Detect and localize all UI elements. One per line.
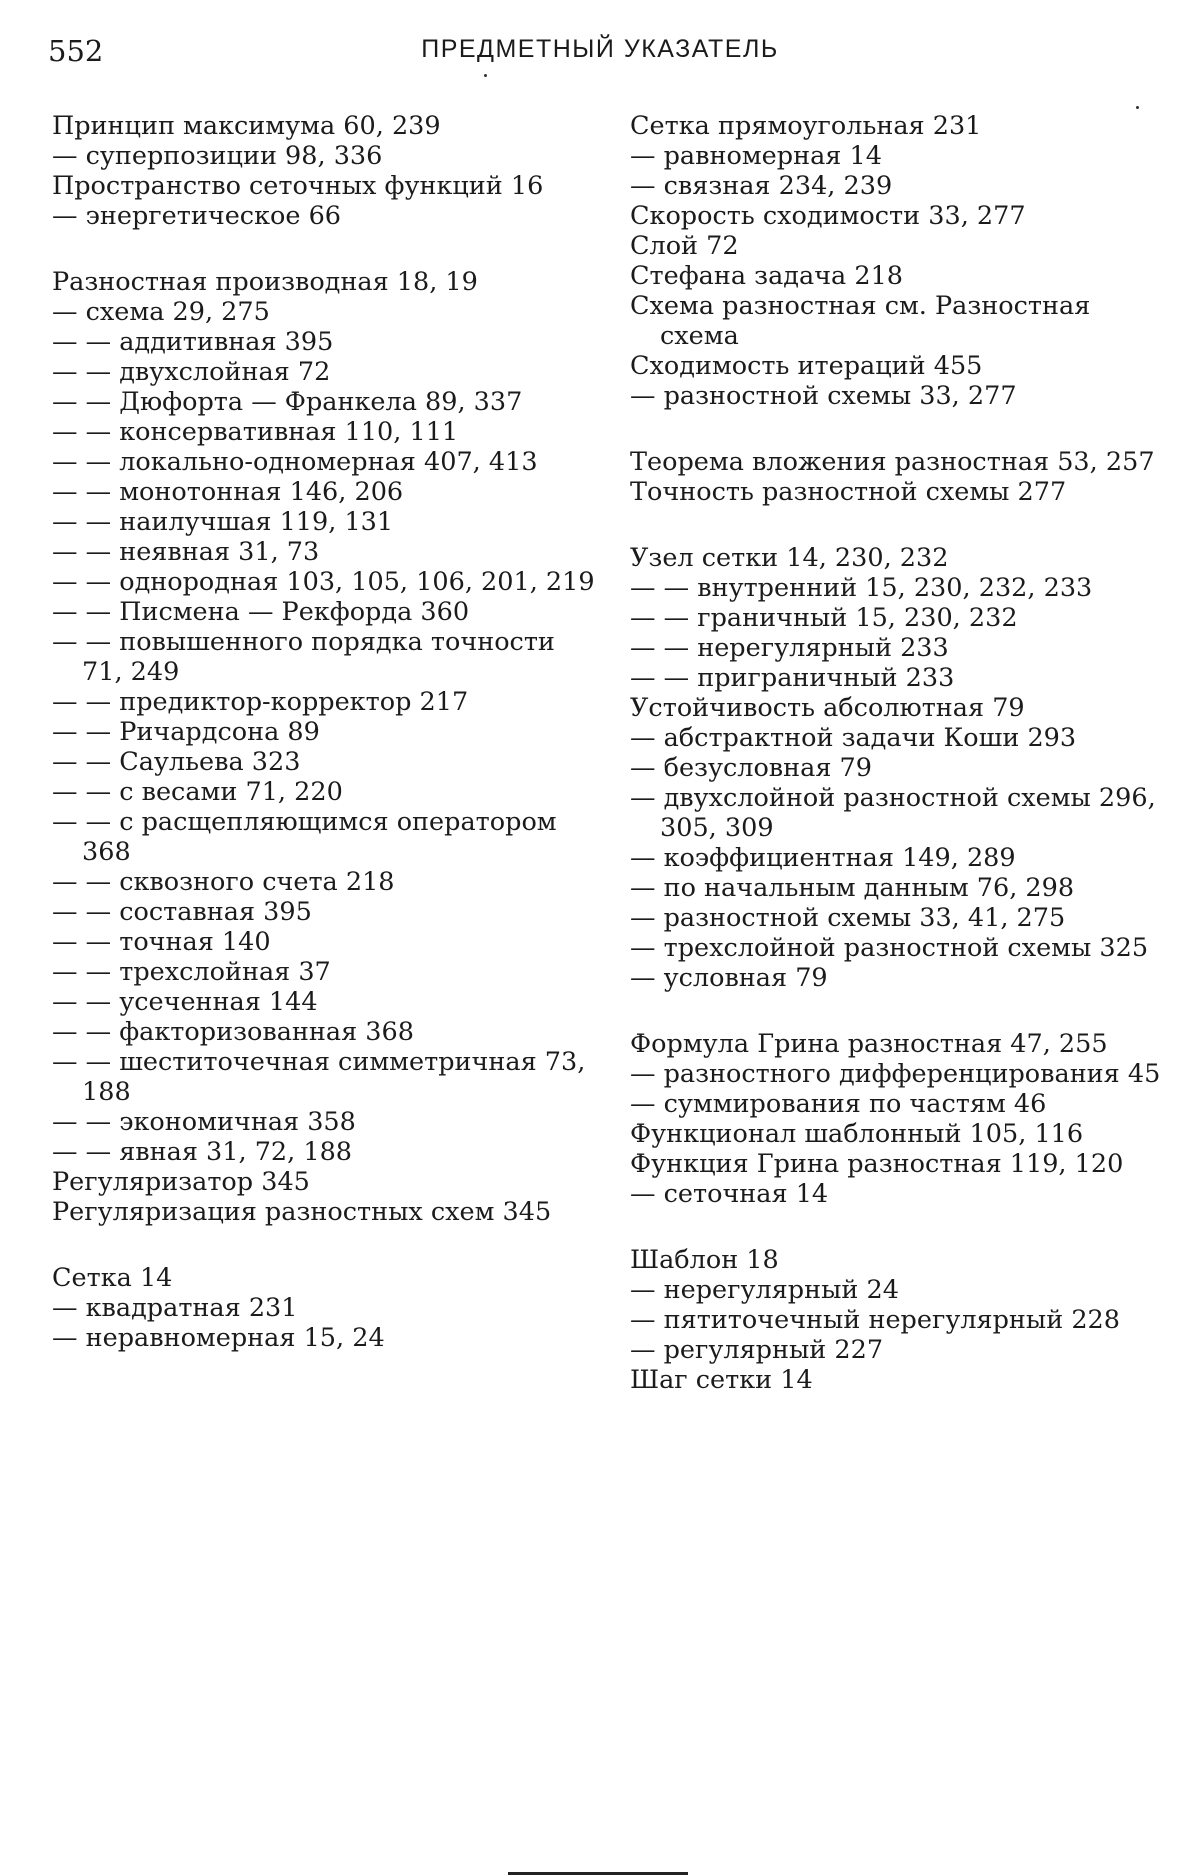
index-entry: Регуляризация разностных схем 345 <box>52 1197 597 1227</box>
index-entry: — — приграничный 233 <box>630 663 1170 693</box>
section-gap <box>52 231 597 267</box>
index-entry: — — однородная 103, 105, 106, 201, 219 <box>52 567 597 597</box>
index-entry: — — факторизованная 368 <box>52 1017 597 1047</box>
index-entry: — связная 234, 239 <box>630 171 1170 201</box>
index-entry: Точность разностной схемы 277 <box>630 477 1170 507</box>
index-entry: — — внутренний 15, 230, 232, 233 <box>630 573 1170 603</box>
index-entry: Узел сетки 14, 230, 232 <box>630 543 1170 573</box>
index-entry: — — локально-одномерная 407, 413 <box>52 447 597 477</box>
index-entry: — суммирования по частям 46 <box>630 1089 1170 1119</box>
index-entry: — — граничный 15, 230, 232 <box>630 603 1170 633</box>
index-entry: — — Дюфорта — Франкела 89, 337 <box>52 387 597 417</box>
index-entry: — — сквозного счета 218 <box>52 867 597 897</box>
print-speck <box>1136 106 1139 109</box>
index-entry: Шаблон 18 <box>630 1245 1170 1275</box>
index-entry: — — наилучшая 119, 131 <box>52 507 597 537</box>
index-entry: — пятиточечный нерегулярный 228 <box>630 1305 1170 1335</box>
index-entry: — — Ричардсона 89 <box>52 717 597 747</box>
index-entry: — — точная 140 <box>52 927 597 957</box>
index-entry: Слой 72 <box>630 231 1170 261</box>
index-entry: — — Саульева 323 <box>52 747 597 777</box>
index-entry: Функция Грина разностная 119, 120 <box>630 1149 1170 1179</box>
index-entry: — двухслойной разностной схемы 296, 305, 309 <box>630 783 1170 843</box>
index-entry: — по начальным данным 76, 298 <box>630 873 1170 903</box>
index-entry: — суперпозиции 98, 336 <box>52 141 597 171</box>
index-entry: — — с расщепляющимся оператором 368 <box>52 807 597 867</box>
section-gap <box>630 1209 1170 1245</box>
index-entry: — нерегулярный 24 <box>630 1275 1170 1305</box>
index-entry: — абстрактной задачи Коши 293 <box>630 723 1170 753</box>
index-entry: Теорема вложения разностная 53, 257 <box>630 447 1170 477</box>
index-entry: — — экономичная 358 <box>52 1107 597 1137</box>
index-entry: — коэффициентная 149, 289 <box>630 843 1170 873</box>
index-entry: — — консервативная 110, 111 <box>52 417 597 447</box>
running-title: ПРЕДМЕТНЫЙ УКАЗАТЕЛЬ <box>0 35 1200 64</box>
index-entry: — энергетическое 66 <box>52 201 597 231</box>
index-entry: — квадратная 231 <box>52 1293 597 1323</box>
index-entry: — — с весами 71, 220 <box>52 777 597 807</box>
index-entry: Пространство сеточных функций 16 <box>52 171 597 201</box>
index-entry: — — двухслойная 72 <box>52 357 597 387</box>
index-entry: Функционал шаблонный 105, 116 <box>630 1119 1170 1149</box>
section-gap <box>52 1227 597 1263</box>
index-entry: — — нерегулярный 233 <box>630 633 1170 663</box>
index-entry: — — явная 31, 72, 188 <box>52 1137 597 1167</box>
index-entry: — — неявная 31, 73 <box>52 537 597 567</box>
section-gap <box>630 507 1170 543</box>
index-entry: — — усеченная 144 <box>52 987 597 1017</box>
index-entry: Сходимость итераций 455 <box>630 351 1170 381</box>
index-entry: — равномерная 14 <box>630 141 1170 171</box>
index-entry: Устойчивость абсолютная 79 <box>630 693 1170 723</box>
index-entry: — сеточная 14 <box>630 1179 1170 1209</box>
print-speck <box>484 74 487 77</box>
index-entry: Сетка 14 <box>52 1263 597 1293</box>
index-entry: — трехслойной разностной схемы 325 <box>630 933 1170 963</box>
index-entry: Разностная производная 18, 19 <box>52 267 597 297</box>
index-column-right <box>630 111 1170 1395</box>
section-gap <box>630 411 1170 447</box>
index-entry: — — повышенного порядка точности 71, 249 <box>52 627 597 687</box>
index-entry: — условная 79 <box>630 963 1170 993</box>
index-entry: Шаг сетки 14 <box>630 1365 1170 1395</box>
index-entry: Стефана задача 218 <box>630 261 1170 291</box>
index-entry: — — монотонная 146, 206 <box>52 477 597 507</box>
index-entry: — — трехслойная 37 <box>52 957 597 987</box>
index-entry: — — Писмена — Рекфорда 360 <box>52 597 597 627</box>
index-entry: — регулярный 227 <box>630 1335 1170 1365</box>
index-entry: — безусловная 79 <box>630 753 1170 783</box>
index-entry: — разностного дифференцирования 45 <box>630 1059 1170 1089</box>
index-entry: Сетка прямоугольная 231 <box>630 111 1170 141</box>
index-entry: Скорость сходимости 33, 277 <box>630 201 1170 231</box>
index-entry: — неравномерная 15, 24 <box>52 1323 597 1353</box>
index-entry: — — аддитивная 395 <box>52 327 597 357</box>
index-entry: Формула Грина разностная 47, 255 <box>630 1029 1170 1059</box>
index-entry: Регуляризатор 345 <box>52 1167 597 1197</box>
index-entry: — — составная 395 <box>52 897 597 927</box>
index-entry: Принцип максимума 60, 239 <box>52 111 597 141</box>
page-number: 552 <box>48 34 103 68</box>
index-column-left <box>52 111 597 1353</box>
index-entry: — — шеститочечная симметричная 73, 188 <box>52 1047 597 1107</box>
section-gap <box>630 993 1170 1029</box>
index-entry: — разностной схемы 33, 277 <box>630 381 1170 411</box>
index-entry: Схема разностная см. Разностная схема <box>630 291 1170 351</box>
index-entry: — разностной схемы 33, 41, 275 <box>630 903 1170 933</box>
index-entry: — схема 29, 275 <box>52 297 597 327</box>
index-entry: — — предиктор-корректор 217 <box>52 687 597 717</box>
